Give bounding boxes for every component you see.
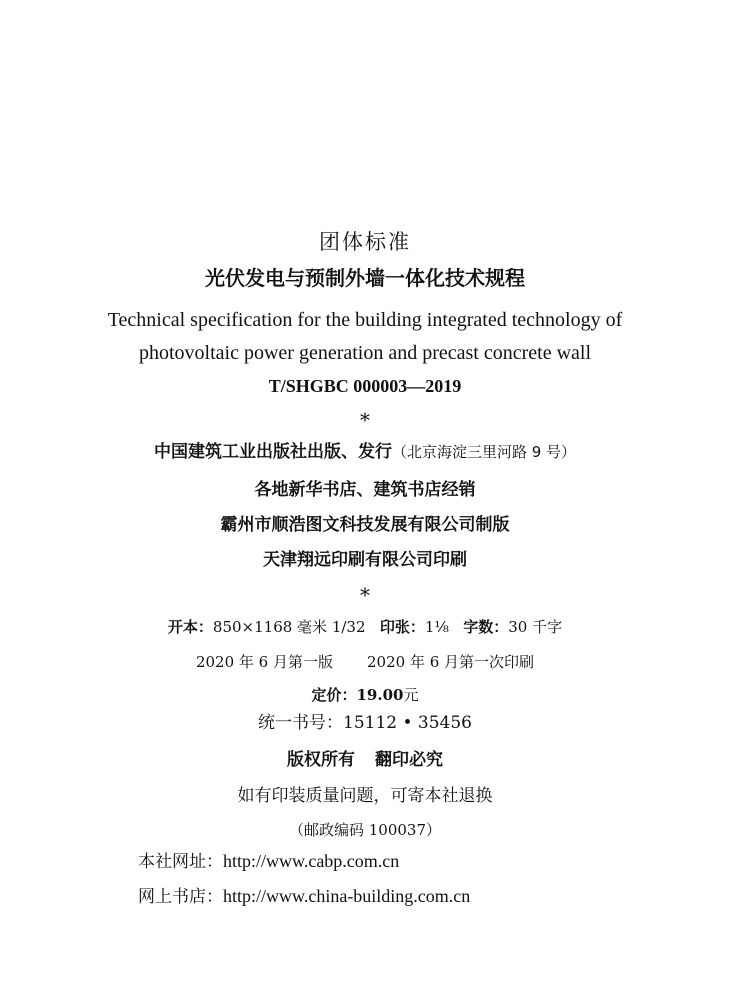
book-number: 统一书号：15112 • 35456	[258, 713, 472, 733]
price-unit: 元	[403, 686, 419, 704]
title-english-line-2: photovoltaic power generation and precast concrete wall	[138, 342, 592, 364]
copyright-reserved: 版权所有	[287, 750, 355, 770]
separator-star-1: *	[360, 408, 370, 432]
edition-line	[0, 655, 730, 670]
postal-code: （邮政编码 100037）	[288, 821, 442, 839]
plate-making-line: 霸州市顺浩图文科技发展有限公司制版	[220, 515, 510, 535]
standard-code: T/SHGBC 000003—2019	[268, 376, 462, 396]
copyright-no-reprint: 翻印必究	[375, 750, 443, 770]
title-english-line-1: Technical specification for the building integrated technology of	[107, 309, 623, 331]
publisher-line	[0, 444, 730, 461]
format-line	[0, 620, 730, 635]
price-line	[0, 688, 730, 703]
website-line	[138, 852, 399, 871]
bookstore-label: 网上书店：	[138, 887, 223, 907]
words-value: 30 千字	[508, 618, 563, 636]
edition-first: 2020 年 6 月第一版	[195, 653, 333, 671]
distribution-line: 各地新华书店、建筑书店经销	[254, 480, 476, 500]
printing-first: 2020 年 6 月第一次印刷	[367, 653, 535, 671]
sheets-value: 1⅛	[424, 618, 449, 636]
separator-star-2: *	[360, 583, 370, 607]
format-label: 开本：	[167, 618, 213, 636]
words-label: 字数：	[463, 618, 509, 636]
printing-line: 天津翔远印刷有限公司印刷	[263, 550, 467, 570]
website-link[interactable]: http://www.cabp.com.cn	[223, 851, 400, 871]
return-policy: 如有印装质量问题，可寄本社退换	[237, 786, 493, 806]
website-label: 本社网址：	[138, 852, 223, 872]
publisher-address: （北京海淀三里河路 9 号）	[391, 443, 577, 461]
sheets-label: 印张：	[379, 618, 425, 636]
bookstore-link[interactable]: http://www.china-building.com.cn	[223, 886, 471, 906]
bookstore-line	[138, 887, 470, 906]
standard-category: 团体标准	[319, 230, 411, 254]
title-chinese: 光伏发电与预制外墙一体化技术规程	[205, 266, 525, 290]
publisher-name: 中国建筑工业出版社出版、发行	[153, 442, 392, 462]
price-label: 定价：	[311, 686, 357, 704]
price-value: 19.00	[356, 686, 404, 704]
format-value: 850×1168 毫米 1/32	[212, 618, 366, 636]
copyright-line	[0, 752, 730, 769]
